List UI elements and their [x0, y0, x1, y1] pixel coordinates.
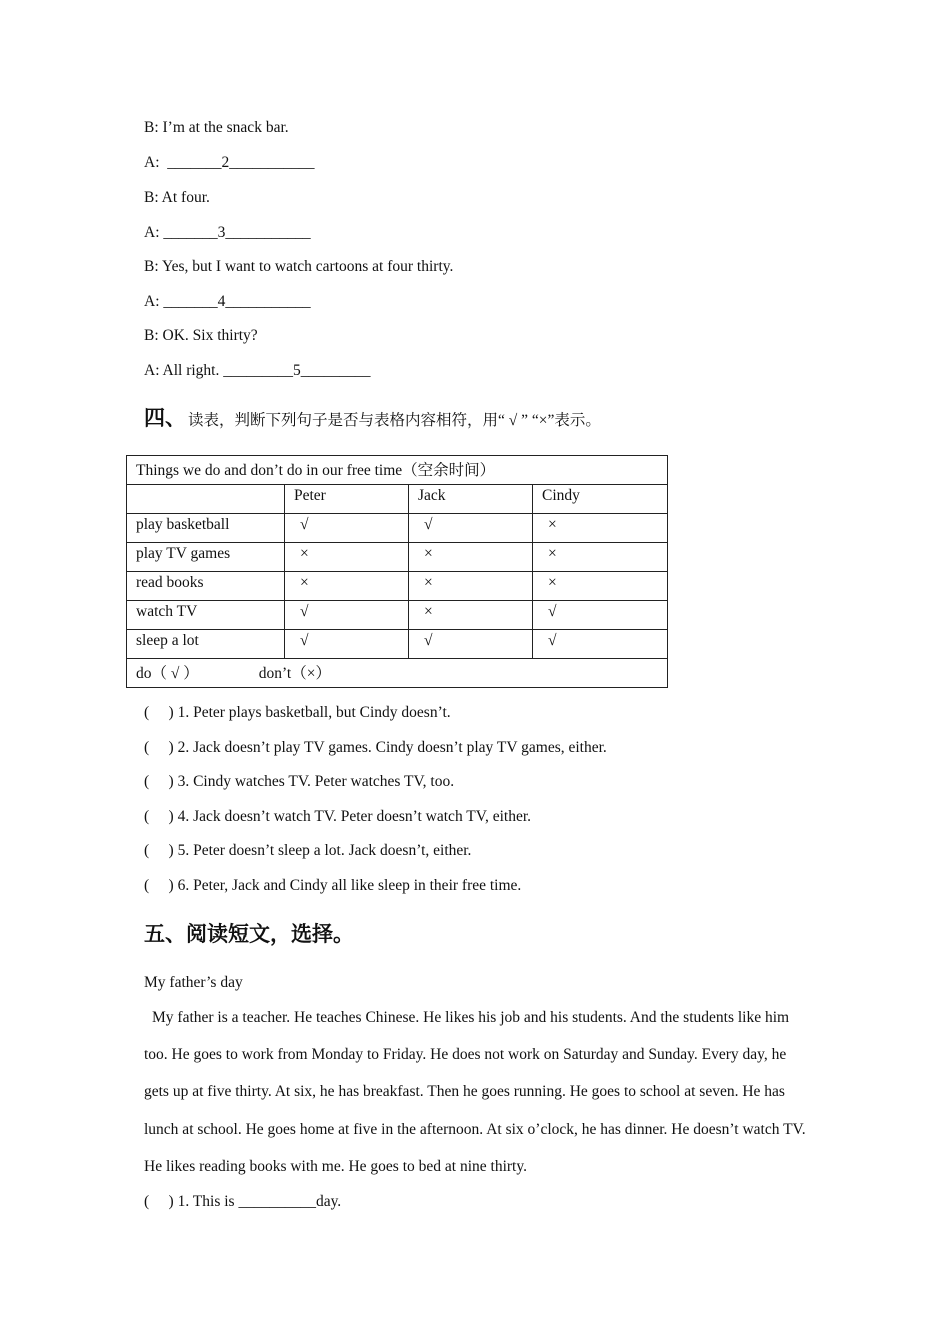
dialogue-line: B: Yes, but I want to watch cartoons at four thirty.	[144, 258, 454, 275]
statement-4: ( ) 4. Jack doesn’t watch TV. Peter doesn’t watch TV, either.	[144, 808, 532, 825]
activity-cell: sleep a lot	[127, 630, 285, 659]
mark-cell	[285, 630, 409, 659]
mark-cell	[533, 514, 668, 543]
activity-cell: play TV games	[127, 543, 285, 572]
statement-3: ( ) 3. Cindy watches TV. Peter watches TV, too.	[144, 773, 455, 790]
statement-6: ( ) 6. Peter, Jack and Cindy all like sleep in their free time.	[144, 877, 522, 894]
table-legend	[127, 659, 668, 688]
dialogue-line: B: I’m at the snack bar.	[144, 119, 289, 136]
activity-cell: play basketball	[127, 514, 285, 543]
dialogue-line: A: _______3___________	[144, 224, 311, 241]
statement-2: ( ) 2. Jack doesn’t play TV games. Cindy doesn’t play TV games, either.	[144, 739, 607, 756]
mark: ×	[548, 516, 557, 533]
dialogue-line: B: OK. Six thirty?	[144, 327, 258, 344]
table-row	[127, 601, 668, 630]
legend-dont: don’t（×）	[258, 665, 331, 682]
section4-instruction: 读表，判断下列句子是否与表格内容相符，用“ √ ” “×”表示。	[188, 412, 601, 429]
mark: √	[300, 516, 309, 533]
mark-cell	[285, 601, 409, 630]
mark-cell	[533, 601, 668, 630]
table-row	[127, 630, 668, 659]
activity-cell: watch TV	[127, 601, 285, 630]
section4-number: 四、	[144, 405, 186, 430]
mark-cell	[285, 514, 409, 543]
dialogue-line: B: At four.	[144, 189, 210, 206]
mark-cell	[409, 630, 533, 659]
mark: √	[300, 603, 309, 620]
mark-cell	[533, 572, 668, 601]
mark-cell	[409, 543, 533, 572]
table-header-cell: Jack	[409, 485, 533, 514]
mark: ×	[548, 545, 557, 562]
mark: ×	[300, 545, 309, 562]
passage-title: My father’s day	[144, 974, 243, 991]
passage-text: My father is a teacher. He teaches Chinese. He likes his job and his students. And the students like him too. He goes to work from Monday to Friday. He does not work on Saturday and Sunday. Every day, he gets up at five thirty. At six, he has breakfast. Then he goes running. He goes to school at seven. He has lunch at school. He goes home at five in the afternoon. At six o’clock, he has dinner. He doesn’t watch TV. He likes reading books with me. He goes to bed at nine thirty.	[144, 1009, 806, 1175]
mark: √	[424, 516, 433, 533]
mark: ×	[548, 574, 557, 591]
table-row	[127, 514, 668, 543]
mark: √	[424, 632, 433, 649]
mark: √	[300, 632, 309, 649]
table-row	[127, 572, 668, 601]
dialogue-line: A: _______4___________	[144, 293, 311, 310]
mark-cell	[533, 630, 668, 659]
question-1: ( ) 1. This is __________day.	[144, 1193, 342, 1210]
table-title-row	[127, 456, 668, 485]
statement-5: ( ) 5. Peter doesn’t sleep a lot. Jack doesn’t, either.	[144, 842, 472, 859]
mark: ×	[424, 545, 433, 562]
mark: ×	[424, 574, 433, 591]
mark-cell	[409, 601, 533, 630]
table-row	[127, 543, 668, 572]
free-time-table	[126, 455, 668, 688]
table-header-row	[127, 485, 668, 514]
dialogue-line: A: All right. _________5_________	[144, 362, 371, 379]
mark-cell	[285, 572, 409, 601]
table-title: Things we do and don’t do in our free time（空余时间）	[127, 456, 668, 485]
table-header-cell	[127, 485, 285, 514]
table-legend-row	[127, 659, 668, 688]
mark-cell	[409, 572, 533, 601]
mark: √	[548, 632, 557, 649]
table-header-cell: Peter	[285, 485, 409, 514]
legend-do: do（ √ ）	[136, 665, 199, 682]
mark-cell	[533, 543, 668, 572]
statement-1: ( ) 1. Peter plays basketball, but Cindy doesn’t.	[144, 704, 451, 721]
mark: √	[548, 603, 557, 620]
mark: ×	[424, 603, 433, 620]
table-header-cell: Cindy	[533, 485, 668, 514]
section5-heading: 五、阅读短文，选择。	[144, 921, 354, 946]
mark-cell	[409, 514, 533, 543]
activity-cell: read books	[127, 572, 285, 601]
mark-cell	[285, 543, 409, 572]
section4-heading	[144, 405, 601, 434]
mark: ×	[300, 574, 309, 591]
dialogue-line: A: _______2___________	[144, 154, 315, 171]
